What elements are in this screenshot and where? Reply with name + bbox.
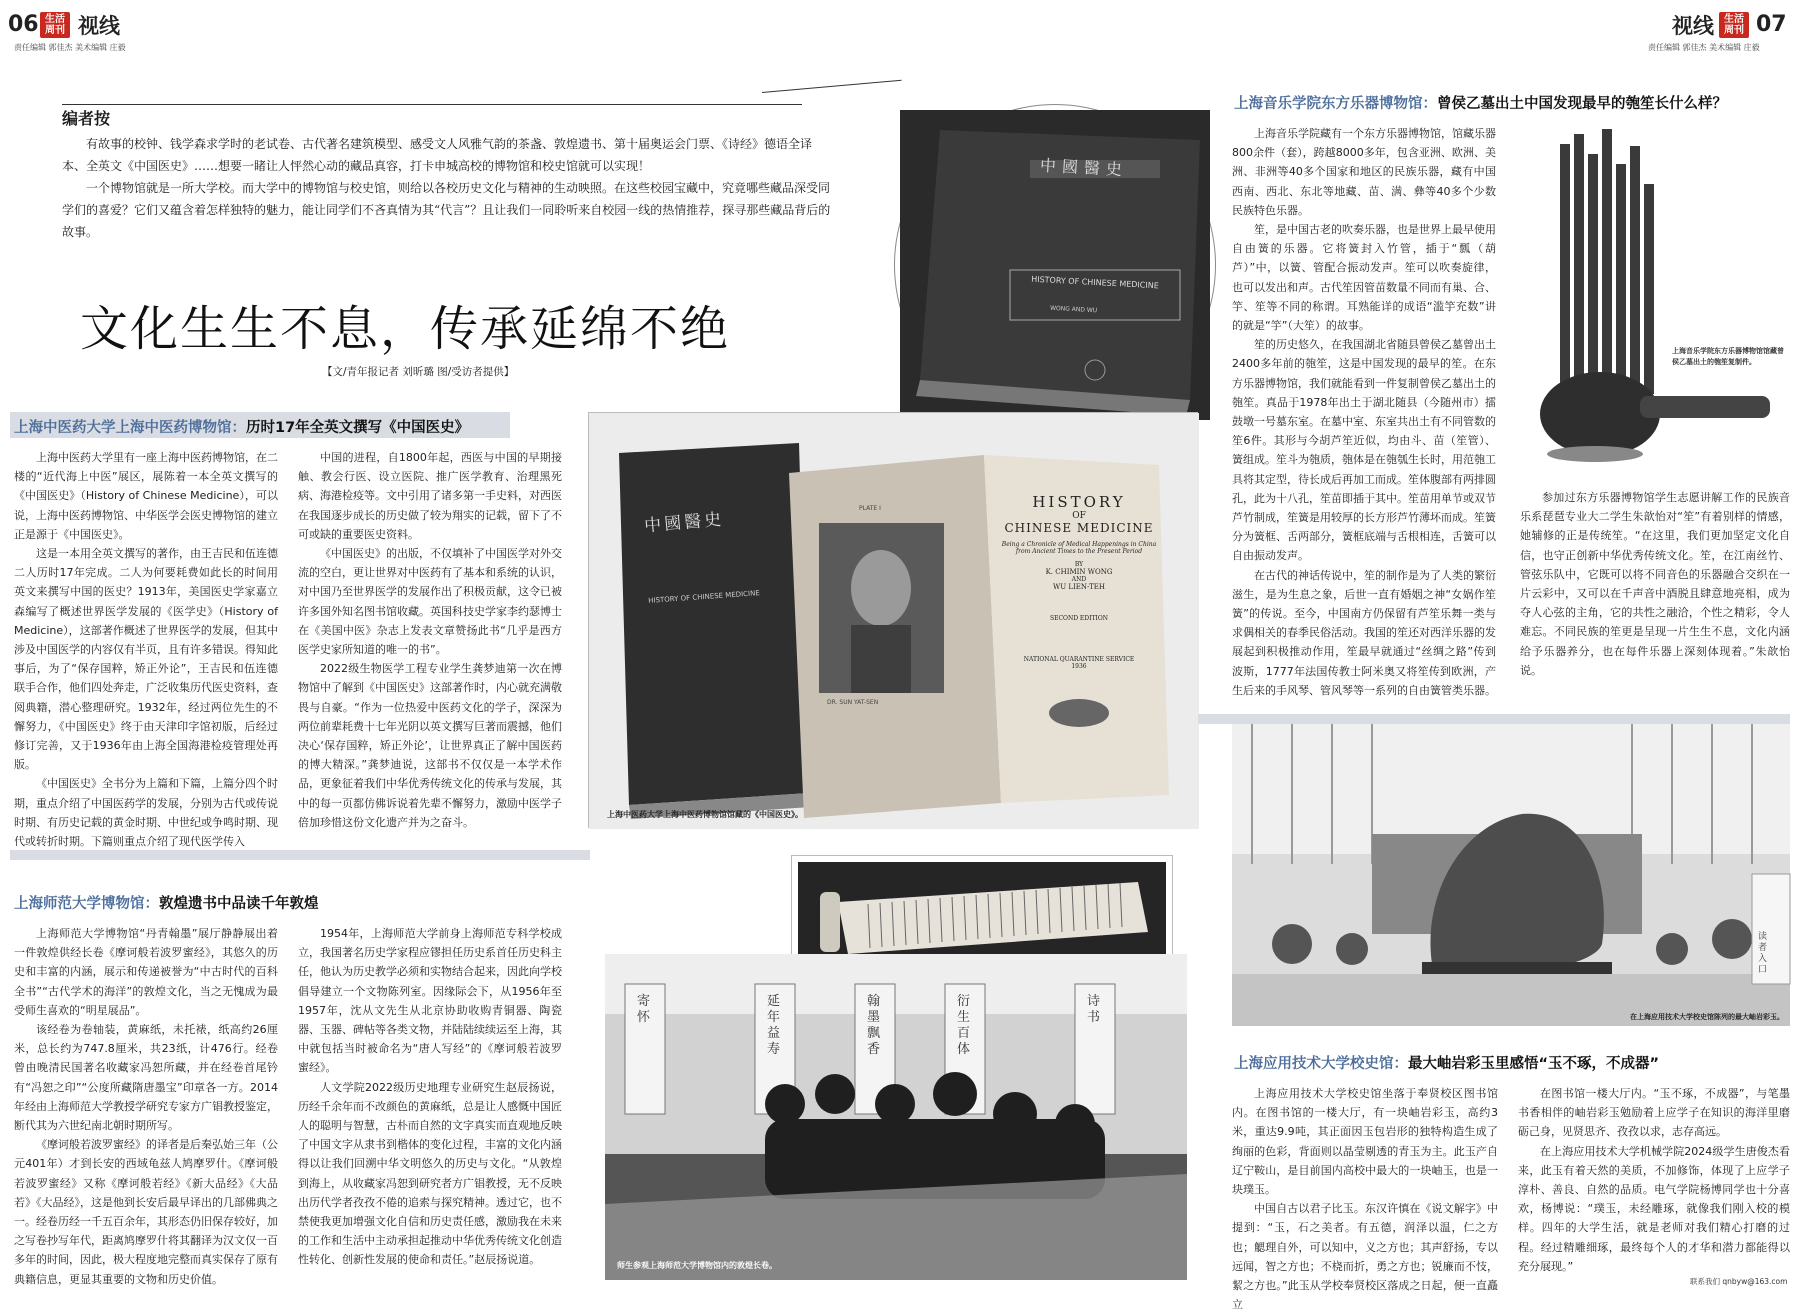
- paragraph: 在古代的神话传说中，笙的制作是为了人类的繁衍滋生，是为生息之象，后世一直有婚姻之神“女娲作笙簧”的传说。至今，中国南方仍保留有芦笙乐舞一类与求偶相关的春季民俗活动。我国的笙还对西洋乐器的发展起到积极推动作用，笙最早就通过“丝绸之路”传到波斯，1777年法国传教士阿米奥又将笙传到欧洲，产生后来的手风琴、管风琴等一系列的自由簧管类乐器。: [1232, 568, 1496, 697]
- music-article-column-1: [1232, 124, 1496, 700]
- paragraph: 上海中医药大学里有一座上海中医药博物馆，在二楼的“近代海上中医”展区，展陈着一本全英文撰写的《中国医史》（History of Chinese Medicine），可以说，上海中医药博物馆、中华医学会医史博物馆的建立正是源于《中国医史》。: [14, 451, 278, 541]
- paragraph: 笙的历史悠久，在我国湖北省随县曾侯乙墓曾出土2400多年前的匏笙，这是中国发现的最早的笙。在东方乐器博物馆，我们就能看到一件复制曾侯乙墓出土的匏笙。真品于1978年出土于湖北随县（今随州市）擂鼓墩一号墓东室。在墓中室、东室共出土有不同管数的笙6件。其形与今胡芦笙近似，均由斗、苗（笙管）、簧组成。笙斗为匏质，匏体是在匏瓠生长时，用范匏工具将其定型，待长成后再加工而成。笙体腹部有两排圆孔，此为十八孔，笙苗即插于其中。笙苗用单节或双节芦竹制成，笙簧是用较厚的长方形芦竹薄坏而成。笙簧分为簧框、舌两部分，簧框底端与舌根相连，舌簧可以自由振动发声。: [1232, 338, 1496, 563]
- calligraphy-scroll-text: 衍生百体: [957, 994, 971, 1057]
- paragraph: 参加过东方乐器博物馆学生志愿讲解工作的民族音乐系琵琶专业大二学生朱歆怡对“笙”有着别样的情感，她辅修的正是传统笙。“在这里，我们更加坚定文化自信，也守正创新中华优秀传统文化。笙，在江南丝竹、管弦乐队中，它既可以将不同音色的乐器融合交织在一片云彩中，又可以在千声音中酒脱且肆意地亮相，成为夺人心弦的主角，它的共性之融洽，个性之精彩，令人难忘。不同民族的笙更是呈现一片生生不息，文化内涵给予乐器养分，也在每件乐器上深刻体现着。”朱歆怡说。: [1520, 491, 1790, 677]
- right-masthead-logo: 生活周刊: [1719, 12, 1749, 38]
- title-page: [999, 493, 1159, 670]
- paragraph: 笙，是中国古老的吹奏乐器，也是世界上最早使用自由簧的乐器。它将簧封入竹管，插于“瓢（葫芦）”中，以簧、管配合振动发声。笙可以吹奏旋律，也可以发出和声。古代笙因管苗数量不同而有巢、合、竽、笙等不同的称谓。耳熟能详的成语“滥竽充数”讲的就是“竽”（大笙）的故事。: [1232, 223, 1496, 333]
- title-page-subtitle: Being a Chronicle of Medical Happenings in China from Ancient Times to the Present Period: [1001, 541, 1157, 555]
- paragraph: 《中国医史》全书分为上篇和下篇，上篇分四个时期，重点介绍了中国医药学的发展，分别为古代或传说时期、有历史记载的黄金时期、中世纪或争鸣时期、现代或转折时期。下篇则重点介绍了现代医学传入: [14, 777, 278, 849]
- applied-photo-caption: 在上海应用技术大学校史馆陈列的最大岫岩彩玉。: [1630, 1013, 1784, 1021]
- calligraphy-scroll-text: 翰墨飘香: [867, 994, 881, 1057]
- title-page-h2: OF: [1072, 511, 1086, 521]
- editor-note-paragraph: 一个博物馆就是一所大学校。而大学中的博物馆与校史馆，则给以各校历史文化与精神的生动映照。在这些校园宝藏中，究竟哪些藏品深受同学们的喜爱？它们又蕴含着怎样独特的魅力，能让同学们不吝真情为其“代言”？且让我们一同聆听来自校园一线的热情推荐，探寻那些藏品背后的故事。: [62, 181, 831, 239]
- right-section-title: 视线: [1672, 14, 1714, 38]
- plate-label: PLATE I: [859, 505, 881, 512]
- normal-section-divider: [10, 850, 590, 860]
- paragraph: 在上海应用技术大学机械学院2024级学生唐俊杰看来，此玉有着天然的美质，不加修饰，体现了上应学子淳朴、善良、自然的品质。电气学院杨博同学也十分喜欢，杨博说：“璞玉，未经雕琢，就像我们刚入校的模样。四年的大学生活，就是老师对我们精心打磨的过程。经过精雕细琢，最终每个人的才华和潜力都能得以充分展现。”: [1518, 1144, 1790, 1273]
- normal-article-title: 敦煌遗书中品读千年敦煌: [159, 896, 319, 912]
- normal-article-heading: [14, 892, 319, 913]
- tcm-article-column-1: [14, 448, 278, 851]
- normal-photo-caption: 师生参观上海师范大学博物馆内的敦煌长卷。: [617, 1261, 777, 1270]
- book-cover-english: HISTORY OF CHINESE MEDICINE: [647, 589, 761, 605]
- applied-article-column-2: [1518, 1084, 1790, 1276]
- right-footer-contact: 联系我们 qnbyw@163.com: [1690, 1277, 1788, 1286]
- paragraph: 这是一本用全英文撰写的著作，由王吉民和伍连德二人历时17年完成。二人为何要耗费如此长的时间用英文来撰写中国的医史？1913年，美国医史学家嘉立森编写了概述世界医学发展的《医学史》（History of Medicine），这部著作概述了世界医学的发展，但其中涉及中国医学的内容仅有半页，且有许多错误。得知此事后，为了“保存国粹，矫正外论”，王吉民和伍连德联手合作，他们四处奔走，广泛收集历代医史资料，查阅典籍，潜心整理研究。1932年，经过两位先生的不懈努力，《中国医史》终于由天津印字馆初版，后经过修订完善，又于1936年由上海全国海港检疫管理处再版。: [14, 547, 278, 772]
- title-page-h3: CHINESE MEDICINE: [1004, 521, 1154, 535]
- byline: 【文/青年报记者 刘昕璐 图/受访者提供】: [322, 366, 515, 378]
- paragraph: 该经卷为卷轴装，黄麻纸，未托裱，纸高约26厘米，总长约为747.8厘米，共23纸，计476行。经卷曾由晚清民国著名收藏家冯恕所藏，并在经卷首尾钤有“冯恕之印”“公度所藏隋唐墨宝”印章各一方。2014年经由上海师范大学教授学研究专家方广锠教授鉴定，断代其为六世纪南北朝时期所写。: [14, 1023, 278, 1133]
- paragraph: 上海音乐学院藏有一个东方乐器博物馆，馆藏乐器800余件（套），跨越8000多年，包含亚洲、欧洲、美洲、非洲等40多个国家和地区的民族乐器，藏有中国西南、西北、东北等地藏、苗、满、彝等40多个少数民族特色乐器。: [1232, 127, 1496, 217]
- title-page-year: 1936: [1071, 663, 1087, 670]
- tcm-article-heading: [14, 416, 469, 437]
- paragraph: 2022级生物医学工程专业学生龚梦迪第一次在博物馆中了解到《中国医史》这部著作时，内心就充满敬畏与自豪。“作为一位热爱中医药文化的学子，深深为两位前辈耗费十七年光阴以英文撰写巨著而震撼，他们决心‘保存国粹，矫正外论’，让世界真正了解中国医药的博大精深。”龚梦迪说，这部书不仅仅是一本学术作品，更象征着我们中华优秀传统文化的传承与发展，其中的每一页都仿佛诉说着先辈不懈努力，激励中医学子倍加珍惜这份文化遗产并为之奋斗。: [298, 662, 562, 829]
- paragraph: 上海应用技术大学校史馆坐落于奉贤校区图书馆内。在图书馆的一楼大厅，有一块岫岩彩玉，高约3米，重达9.9吨，其正面因玉包岩形的独特构造生成了绚丽的色彩，背面则以晶莹剔透的青玉为主。此玉产自辽宁鞍山，是目前国内高校中最大的一块岫玉，也是一块璞玉。: [1232, 1087, 1498, 1197]
- book-spine-title: 中國醫史: [643, 509, 725, 537]
- title-page-and: AND: [1071, 576, 1087, 583]
- portrait-caption: DR. SUN YAT-SEN: [827, 699, 879, 706]
- applied-article-column-1: [1232, 1084, 1498, 1314]
- applied-school-name: 上海应用技术大学校史馆：: [1234, 1056, 1408, 1072]
- left-masthead-logo: 生活周刊: [40, 12, 70, 38]
- sheng-photo: [1520, 124, 1790, 476]
- paragraph: 在图书馆一楼大厅内。“玉不琢，不成器”，与笔墨书香相伴的岫岩彩玉勉励着上应学子在知识的海洋里磨砺己身，见贤思齐、孜孜以求，志存高远。: [1518, 1087, 1790, 1139]
- sheng-photo-caption: 上海音乐学院东方乐器博物馆馆藏曾侯乙墓出土的匏笙复制件。: [1672, 347, 1784, 366]
- normal-exhibition-photo: [605, 954, 1187, 1280]
- music-article-title: 曾侯乙墓出土中国发现最早的匏笙长什么样？: [1437, 96, 1727, 112]
- applied-article-title: 最大岫岩彩玉里感悟“玉不琢，不成器”: [1408, 1056, 1660, 1072]
- title-page-publisher: NATIONAL QUARANTINE SERVICE: [1023, 656, 1135, 663]
- right-folio: 07: [1756, 12, 1787, 37]
- paragraph: 《摩诃般若波罗蜜经》的译者是后秦弘始三年（公元401年）才到长安的西域龟兹人鸠摩罗什。《摩诃般若波罗蜜经》又称《摩诃般若经》《新大品经》《大品若》《大品经》，这是他到长安后最早译出的几部佛典之一。经卷历经一千五百余年，其形态仍旧保存较好，加之写卷抄写年代，距离鸠摩罗什将其翻译为汉文仅一百多年的时间，因此，极大程度地完整而真实保存了原有典籍信息，更显其重要的文物和历史价值。: [14, 1138, 278, 1286]
- music-article-heading: [1234, 92, 1727, 113]
- title-page-edition: SECOND EDITION: [1049, 615, 1109, 622]
- music-school-name: 上海音乐学院东方乐器博物馆：: [1234, 96, 1437, 112]
- normal-article-column-2: [298, 924, 562, 1270]
- editor-note-title: 编者按: [62, 109, 111, 128]
- tcm-photo-caption: 上海中医药大学上海中医药博物馆馆藏的《中国医史》。: [607, 810, 803, 819]
- title-page-author-1: K. CHIMIN WONG: [1045, 568, 1113, 576]
- calligraphy-scroll-text: 寄怀: [637, 994, 651, 1025]
- paragraph: 上海师范大学博物馆“丹青翰墨”展厅静静展出着一件敦煌供经长卷《摩诃般若波罗蜜经》，其悠久的历史和丰富的内涵，展示和传递被誉为“中古时代的百科全书”“古代学术的海洋”的敦煌文化，当之无愧成为最受师生喜欢的“明星展品”。: [14, 927, 278, 1017]
- applied-section-divider: [1198, 714, 1790, 724]
- tcm-article-column-2: [298, 448, 562, 832]
- paragraph: 人文学院2022级历史地理专业研究生赵辰扬说，历经千余年而不改颜色的黄麻纸，总是让人感慨中国匠人的聪明与智慧，古朴而自然的文字真实而直观地反映了中国文字从隶书到楷体的变化过程，丰富的文化内涵得以让我们回溯中华文明悠久的历史与文化。“从敦煌到海上，从收藏家冯恕到研究者方广锠教授，无不反映出历代学者孜孜不倦的追索与探究精神。透过它，也不禁使我更加增强文化自信和历史责任感，激励我在未来的工作和生活中主动承担起推动中华优秀传统文化创造性转化、创新性发展的使命和责任。”赵辰扬说道。: [298, 1080, 562, 1267]
- tcm-book-photo: [588, 412, 1198, 828]
- paragraph: 《中国医史》的出版，不仅填补了中国医学对外交流的空白，更让世界对中医药有了基本和系统的认识，对中国乃至世界医学的发展作出了积极贡献，这令已被许多国外知名图书馆收藏。英国科技史学家李约瑟博士在《美国中医》杂志上发表文章赞扬此书“几乎是西方医学史家所知道的唯一的书”。: [298, 547, 562, 657]
- library-jade-photo: [1232, 724, 1790, 1026]
- left-folio: 06: [8, 12, 39, 37]
- left-editors: 责任编辑 郭佳杰 美术编辑 庄毅: [14, 43, 126, 52]
- applied-article-heading: [1234, 1052, 1659, 1073]
- book-cover-authors: WONG AND WU: [1049, 304, 1098, 315]
- left-section-title: 视线: [78, 14, 120, 38]
- paragraph: 1954年，上海师范大学前身上海师范专科学校成立，我国著名历史学家程应镠担任历史系首任历史科主任，他认为历史教学必须和实物结合起来，因此向学校倡导建立一个文物陈列室。因缘际会下，从1956年至1957年，沈从文先生从北京协助收购青铜器、陶瓷器、玉器、碑帖等各类文物，并陆陆续续运至上海，其中就包括当时被命名为“唐人写经”的《摩诃般若波罗蜜经》。: [298, 927, 562, 1075]
- calligraphy-scroll-text: 延年益寿: [767, 994, 781, 1057]
- book-cover-circle-photo: [900, 110, 1210, 420]
- paragraph: 中国自古以君子比玉。东汉许慎在《说文解字》中提到：“玉，石之美者。有五德，润泽以温，仁之方也；䚡理自外，可以知中，义之方也；其声舒扬，专以远闻，智之方也；不桡而折，勇之方也；锐廉而不忮，絜之方也。”此玉从学校奉贤校区落成之日起，便一直矗立: [1232, 1202, 1498, 1312]
- title-page-author-2: WU LIEN-TEH: [1053, 583, 1105, 591]
- calligraphy-scroll-text: 诗书: [1087, 994, 1101, 1025]
- title-page-h1: HISTORY: [1032, 493, 1126, 511]
- music-article-column-2: [1520, 488, 1790, 680]
- paragraph: 中国的进程，自1800年起，西医与中国的早期接触、教会行医、设立医院、推广医学教育、治理黑死病、海港检疫等。文中引用了诸多第一手史料，对西医在我国逐步成长的历史做了较为翔实的记载，留下了不可或缺的重要医史资料。: [298, 451, 562, 541]
- normal-school-name: 上海师范大学博物馆：: [14, 896, 159, 912]
- normal-article-column-1: [14, 924, 278, 1289]
- editor-note-paragraph: 有故事的校钟、钱学森求学时的老试卷、古代著名建筑模型、感受文人风雅气韵的茶盏、敦煌遗书、第十届奥运会门票、《诗经》德语全译本、全英文《中国医史》……想要一睹让人怦然心动的藏品真容，打卡申城高校的博物馆和校史馆就可以实现！: [62, 137, 813, 173]
- title-page-by: BY: [1074, 561, 1084, 568]
- tcm-school-name: 上海中医药大学上海中医药博物馆：: [14, 420, 246, 436]
- tcm-article-title: 历时17年全英文撰写《中国医史》: [246, 420, 470, 436]
- editor-note: [62, 104, 842, 243]
- book-cover-title: 中國醫史: [1039, 155, 1129, 180]
- book-cover-english-title: HISTORY OF CHINESE MEDICINE: [1030, 274, 1159, 291]
- entrance-sign: 读者入口: [1758, 932, 1768, 975]
- right-editors: 责任编辑 郭佳杰 美术编辑 庄毅: [1648, 43, 1760, 52]
- headline: 文化生生不息，传承延绵不绝: [80, 301, 731, 357]
